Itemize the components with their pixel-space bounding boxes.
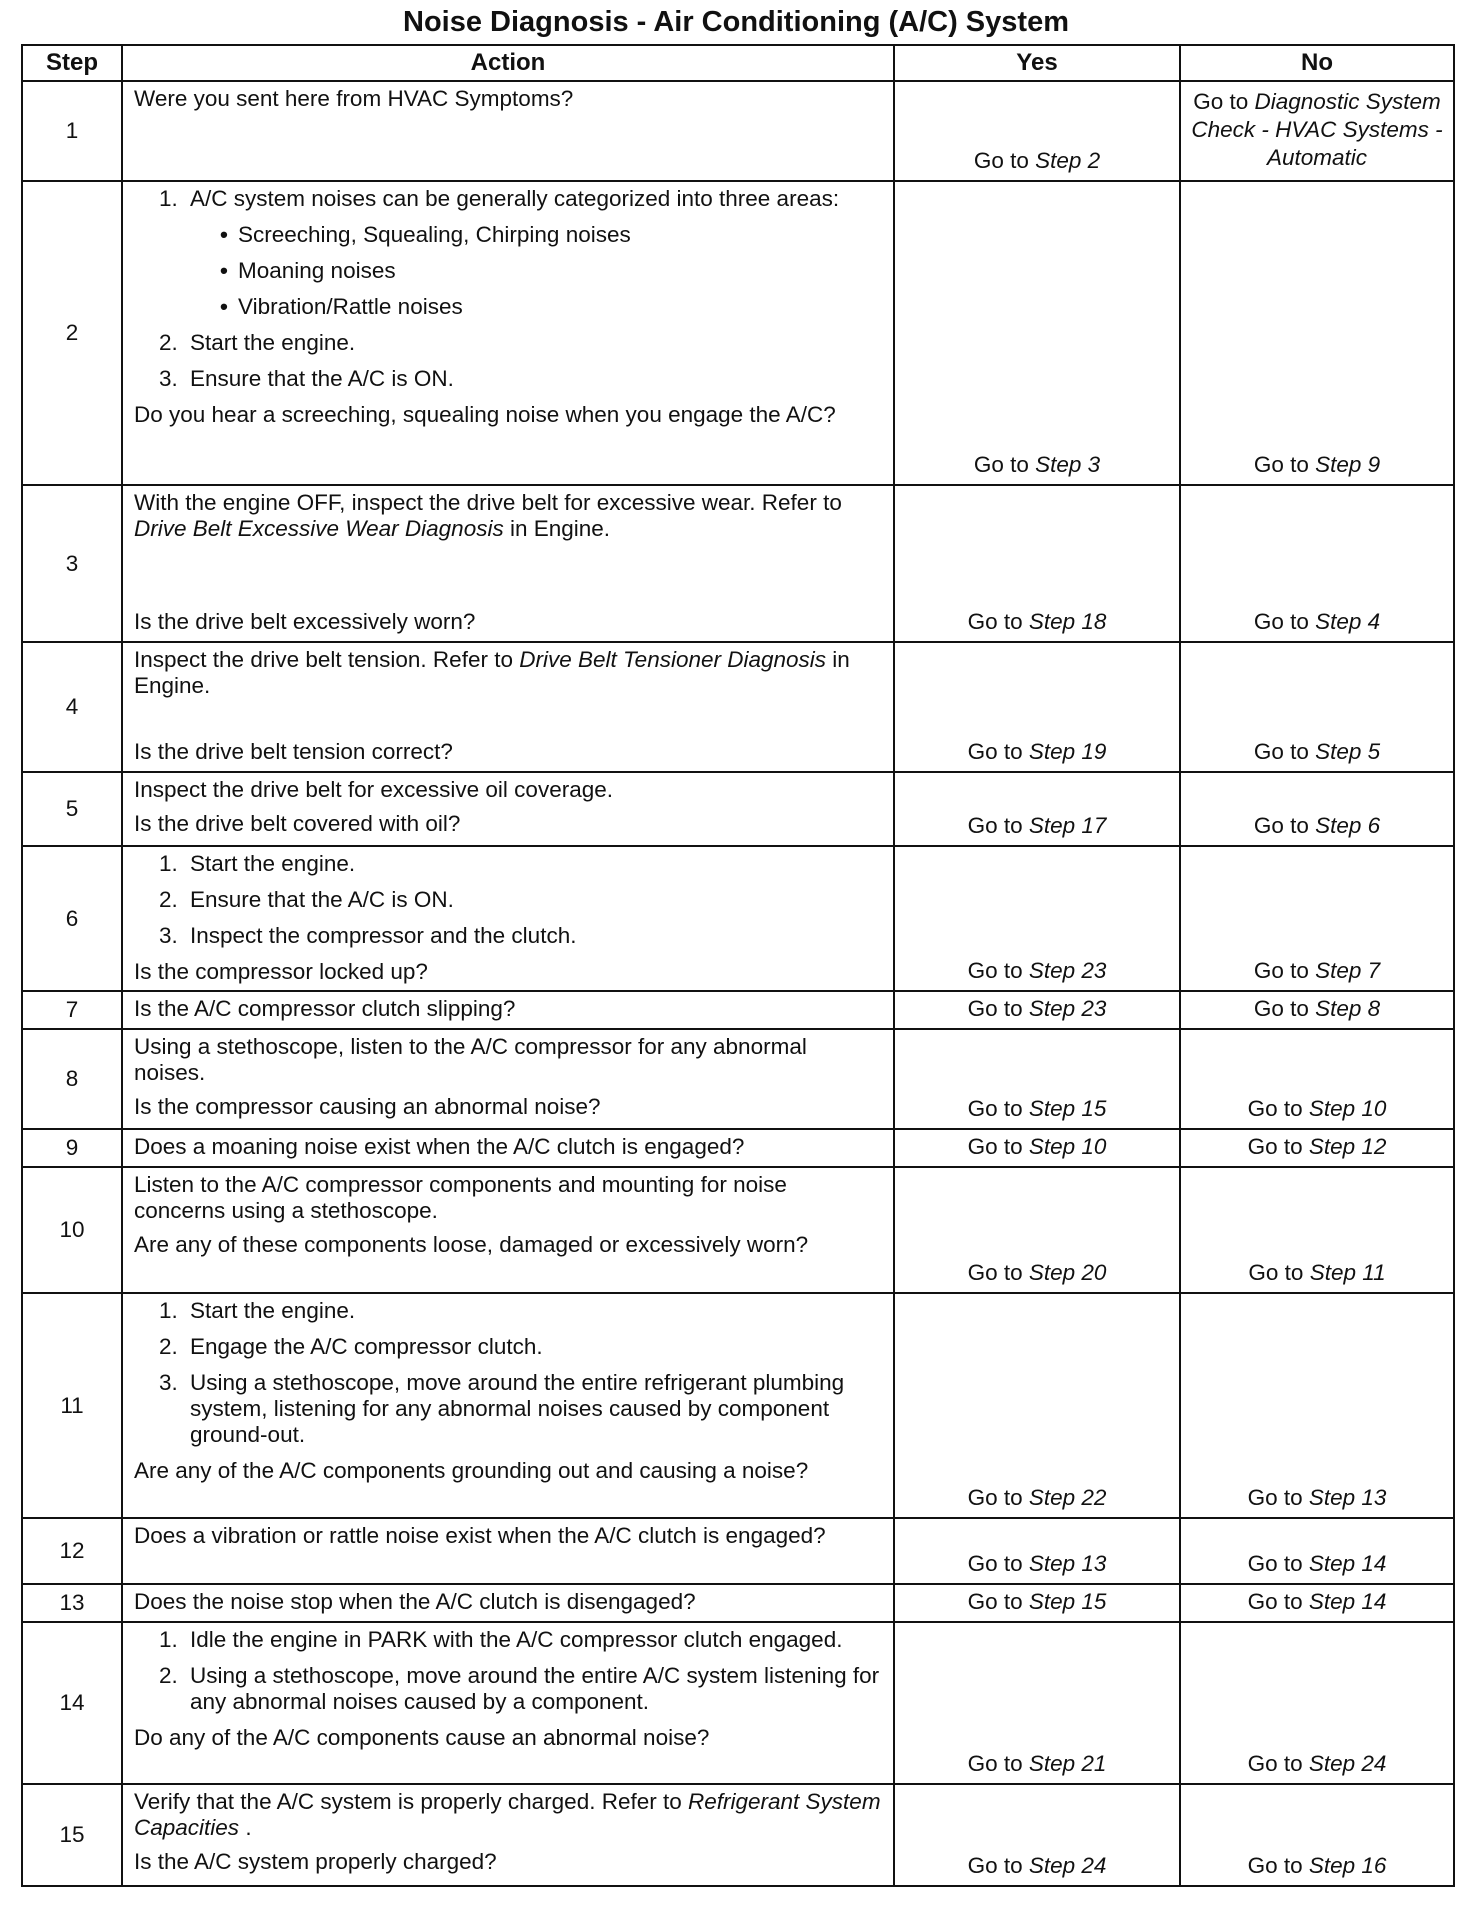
action-cell [122,991,894,1029]
step-link[interactable]: Step 24 [1028,1853,1107,1878]
action-cell [122,1584,894,1622]
action-cell [122,1293,894,1518]
no-cell: Go to Step 7 [1180,846,1454,991]
yes-cell: Go to Step 3 [894,181,1180,485]
action-cell [122,1784,894,1886]
step-link[interactable]: Step 21 [1028,1751,1107,1776]
step-number: 13 [22,1584,122,1622]
yes-cell: Go to Step 19 [894,642,1180,772]
action-text: Listen to the A/C compressor components and mounting for noise concerns using a stethoscope. [134,1172,787,1223]
step-link[interactable]: Step 15 [1028,1589,1107,1614]
header-action: Action [122,45,894,81]
table-row [22,1622,1454,1784]
question-text: Is the A/C system properly charged? [134,1849,497,1874]
action-cell [122,846,894,991]
action-text: Inspect the drive belt tension. Refer to Drive Belt Tensioner Diagnosis in Engine. [134,647,850,698]
step-link[interactable]: Step 3 [1035,452,1101,477]
question-text: Do any of the A/C components cause an abnormal noise? [134,1725,710,1750]
no-cell: Go to Diagnostic System Check - HVAC Systems - Automatic [1180,81,1454,181]
step-link[interactable]: Step 18 [1028,609,1107,634]
no-cell: Go to Step 13 [1180,1293,1454,1518]
list-item: 2. Using a stethoscope, move around the entire A/C system listening for any abnormal noises caused by a component. [184,1663,883,1715]
step-number: 14 [22,1622,122,1784]
question-text: Do you hear a screeching, squealing noise when you engage the A/C? [134,402,836,427]
step-number: 2 [22,181,122,485]
bullet-item: • Screeching, Squealing, Chirping noises [220,222,883,248]
no-cell: Go to Step 14 [1180,1518,1454,1584]
step-number: 1 [22,81,122,181]
step-number: 9 [22,1129,122,1167]
yes-cell: Go to Step 22 [894,1293,1180,1518]
step-link[interactable]: Step 13 [1308,1485,1387,1510]
step-link[interactable]: Step 24 [1308,1751,1387,1776]
step-link[interactable]: Step 23 [1028,996,1107,1021]
action-cell [122,1167,894,1293]
action-text: Verify that the A/C system is properly charged. Refer to Refrigerant System Capacities . [134,1789,881,1840]
bullet-list [190,222,883,320]
question-text: Does a moaning noise exist when the A/C clutch is engaged? [134,1134,745,1159]
action-cell [122,181,894,485]
question-text: Is the drive belt excessively worn? [134,609,476,634]
yes-cell: Go to Step 23 [894,991,1180,1029]
action-cell [122,485,894,642]
question-text: Are any of the A/C components grounding out and causing a noise? [134,1458,809,1483]
yes-cell: Go to Step 20 [894,1167,1180,1293]
step-link[interactable]: Step 13 [1028,1551,1107,1576]
diagnosis-table [21,44,1455,1887]
question-text: Is the A/C compressor clutch slipping? [134,996,516,1021]
table-row [22,81,1454,181]
question-text: Are any of these components loose, damaged or excessively worn? [134,1232,809,1257]
table-row [22,1584,1454,1622]
action-cell [122,1622,894,1784]
bullet-item: • Vibration/Rattle noises [220,294,883,320]
yes-cell: Go to Step 15 [894,1584,1180,1622]
step-link[interactable]: Step 7 [1315,958,1381,983]
list-item: 1. Start the engine. [184,851,883,877]
list-item: 3. Ensure that the A/C is ON. [184,366,883,392]
step-number: 11 [22,1293,122,1518]
no-cell: Go to Step 10 [1180,1029,1454,1129]
list-item: 3. Using a stethoscope, move around the entire refrigerant plumbing system, listening for any abnormal noises caused by component ground-out. [184,1370,883,1448]
bullet-item: • Moaning noises [220,258,883,284]
no-cell: Go to Step 5 [1180,642,1454,772]
step-link[interactable]: Step 12 [1308,1134,1387,1159]
yes-cell: Go to Step 17 [894,772,1180,846]
step-link[interactable]: Step 5 [1315,739,1381,764]
table-row [22,1784,1454,1886]
action-cell [122,642,894,772]
action-cell [122,1129,894,1167]
yes-cell: Go to Step 24 [894,1784,1180,1886]
table-row [22,1293,1454,1518]
table-row [22,1518,1454,1584]
list-item: 2. Start the engine. [184,330,883,356]
table-row [22,181,1454,485]
step-link[interactable]: Step 2 [1035,148,1101,173]
list-item: 1. Start the engine. [184,1298,883,1324]
header-step: Step [22,45,122,81]
action-cell [122,1518,894,1584]
step-link[interactable]: Step 4 [1315,609,1381,634]
action-cell [122,81,894,181]
step-link[interactable]: Step 11 [1309,1260,1386,1285]
page-title: Noise Diagnosis - Air Conditioning (A/C) System [403,6,1069,38]
reference-link[interactable]: Refrigerant System Capacities [134,1789,881,1840]
step-link[interactable]: Step 14 [1308,1551,1387,1576]
reference-link[interactable]: Drive Belt Excessive Wear Diagnosis [134,516,504,541]
action-text: Inspect the drive belt for excessive oil coverage. [134,777,613,802]
question-text: Is the drive belt tension correct? [134,739,453,764]
action-cell [122,1029,894,1129]
table-row [22,642,1454,772]
step-link[interactable]: Step 16 [1308,1853,1387,1878]
step-link[interactable]: Step 17 [1028,813,1107,838]
header-no: No [1180,45,1454,81]
table-row [22,772,1454,846]
step-link[interactable]: Step 10 [1028,1134,1107,1159]
step-number: 4 [22,642,122,772]
step-link[interactable]: Step 15 [1028,1096,1107,1121]
step-link[interactable]: Step 23 [1028,958,1107,983]
action-text: Using a stethoscope, listen to the A/C compressor for any abnormal noises. [134,1034,807,1085]
question-text: Does the noise stop when the A/C clutch is disengaged? [134,1589,696,1614]
step-number: 5 [22,772,122,846]
step-number: 7 [22,991,122,1029]
yes-cell: Go to Step 18 [894,485,1180,642]
yes-cell: Go to Step 13 [894,1518,1180,1584]
step-number: 6 [22,846,122,991]
table-row [22,485,1454,642]
step-link[interactable]: Step 10 [1308,1096,1387,1121]
step-number: 3 [22,485,122,642]
table-row [22,1129,1454,1167]
yes-cell: Go to Step 23 [894,846,1180,991]
action-list [134,1298,883,1448]
no-cell: Go to Step 16 [1180,1784,1454,1886]
list-item: 1. Idle the engine in PARK with the A/C compressor clutch engaged. [184,1627,883,1653]
list-item: 2. Ensure that the A/C is ON. [184,887,883,913]
question-text: Is the compressor locked up? [134,959,428,984]
question-text: Does a vibration or rattle noise exist when the A/C clutch is engaged? [134,1523,826,1548]
no-cell: Go to Step 4 [1180,485,1454,642]
step-link[interactable]: Step 14 [1308,1589,1387,1614]
no-cell: Go to Step 24 [1180,1622,1454,1784]
table-row [22,1167,1454,1293]
step-number: 12 [22,1518,122,1584]
no-cell: Go to Step 12 [1180,1129,1454,1167]
action-text: Were you sent here from HVAC Symptoms? [134,86,574,111]
question-text: Is the compressor causing an abnormal noise? [134,1094,601,1119]
step-link[interactable]: Step 19 [1028,739,1107,764]
step-link[interactable]: Step 22 [1028,1485,1107,1510]
action-text: With the engine OFF, inspect the drive belt for excessive wear. Refer to Drive Belt Excessive Wear Diagnosis in Engine. [134,490,842,541]
list-item: 2. Engage the A/C compressor clutch. [184,1334,883,1360]
no-cell: Go to Step 11 [1180,1167,1454,1293]
list-item: 1. A/C system noises can be generally categorized into three areas: • Screeching, Squealing, Chirping noises • Moaning noises • Vibration/Rattle noises [184,186,883,320]
step-link[interactable]: Diagnostic System Check - HVAC Systems - Automatic [1191,89,1443,170]
yes-cell: Go to Step 15 [894,1029,1180,1129]
yes-cell: Go to Step 21 [894,1622,1180,1784]
no-cell: Go to Step 9 [1180,181,1454,485]
yes-cell: Go to Step 10 [894,1129,1180,1167]
table-row [22,991,1454,1029]
header-row [22,45,1454,81]
action-list [134,1627,883,1715]
step-link[interactable]: Step 8 [1315,996,1381,1021]
step-link[interactable]: Step 6 [1315,813,1381,838]
action-list [134,851,883,949]
reference-link[interactable]: Drive Belt Tensioner Diagnosis [519,647,827,672]
step-number: 10 [22,1167,122,1293]
action-cell [122,772,894,846]
step-number: 8 [22,1029,122,1129]
no-cell: Go to Step 8 [1180,991,1454,1029]
question-text: Is the drive belt covered with oil? [134,811,461,836]
yes-cell: Go to Step 2 [894,81,1180,181]
step-link[interactable]: Step 9 [1315,452,1381,477]
table-row [22,846,1454,991]
step-number: 15 [22,1784,122,1886]
step-link[interactable]: Step 20 [1028,1260,1107,1285]
list-item: 3. Inspect the compressor and the clutch. [184,923,883,949]
table-row [22,1029,1454,1129]
no-cell: Go to Step 6 [1180,772,1454,846]
no-cell: Go to Step 14 [1180,1584,1454,1622]
header-yes: Yes [894,45,1180,81]
action-list [134,186,883,392]
